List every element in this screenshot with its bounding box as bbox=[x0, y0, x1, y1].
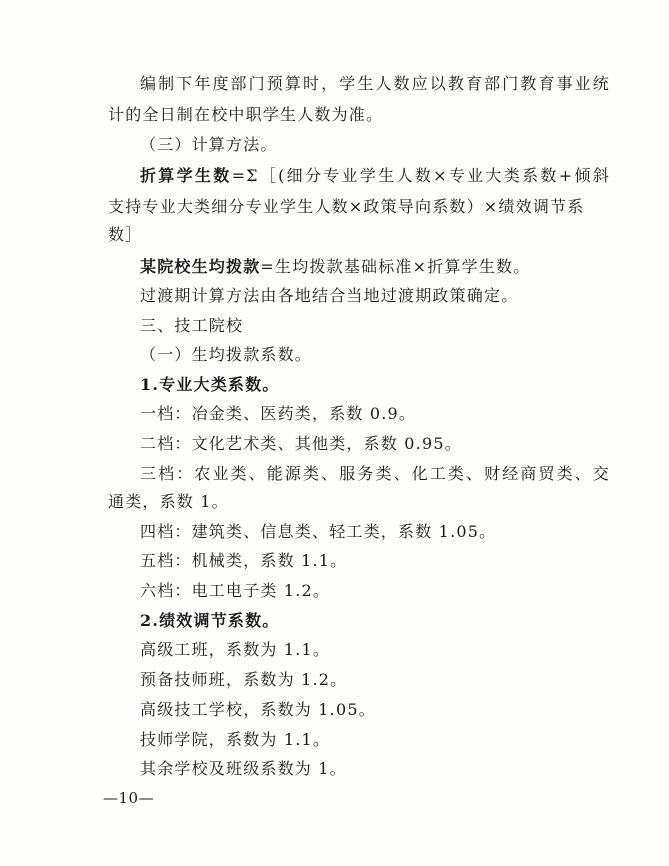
paragraph-line: 计的全日制在校中职学生人数为准。 bbox=[108, 105, 384, 124]
list-item: 其余学校及班级系数为 1。 bbox=[140, 759, 347, 778]
formula-expression: =生均拨款基础标准×折算学生数。 bbox=[260, 257, 531, 276]
page-number: —10— bbox=[103, 789, 155, 807]
formula-line bbox=[140, 256, 610, 278]
section-heading: （三）计算方法。 bbox=[140, 135, 278, 154]
paragraph-line: 过渡期计算方法由各地结合当地过渡期政策确定。 bbox=[140, 286, 519, 305]
list-item: 一档：冶金类、医药类，系数 0.9。 bbox=[140, 404, 417, 423]
list-item: 技师学院，系数为 1.1。 bbox=[140, 730, 331, 749]
formula-line: 支持专业大类细分专业学生人数×政策导向系数）×绩效调节系 bbox=[108, 197, 585, 216]
paragraph-line: 编制下年度部门预算时，学生人数应以教育部门教育事业统 bbox=[140, 74, 610, 93]
formula-expression: =Σ［(细分专业学生人数×专业大类系数+倾斜 bbox=[231, 166, 610, 185]
formula-line: 数］ bbox=[108, 225, 143, 244]
subsection-heading: （一）生均拨款系数。 bbox=[140, 345, 313, 364]
list-item: 高级技工学校，系数为 1.05。 bbox=[140, 700, 376, 719]
list-item: 四档：建筑类、信息类、轻工类，系数 1.05。 bbox=[140, 522, 497, 541]
list-item: 高级工班，系数为 1.1。 bbox=[140, 640, 331, 659]
list-item: 六档：电工电子类 1.2。 bbox=[140, 581, 331, 600]
list-item: 预备技师班，系数为 1.2。 bbox=[140, 670, 348, 689]
formula-term: 折算学生数 bbox=[140, 166, 232, 185]
formula-line bbox=[140, 165, 610, 187]
list-item: 三档：农业类、能源类、服务类、化工类、财经商贸类、交 bbox=[140, 464, 610, 483]
list-item: 通类，系数 1。 bbox=[108, 492, 229, 511]
section-heading: 三、技工院校 bbox=[140, 316, 244, 335]
formula-term: 某院校生均拨款 bbox=[140, 257, 261, 276]
list-item: 五档：机械类，系数 1.1。 bbox=[140, 551, 348, 570]
item-heading: 1.专业大类系数。 bbox=[140, 375, 280, 394]
item-heading: 2.绩效调节系数。 bbox=[140, 611, 280, 630]
list-item: 二档：文化艺术类、其他类，系数 0.95。 bbox=[140, 434, 462, 453]
